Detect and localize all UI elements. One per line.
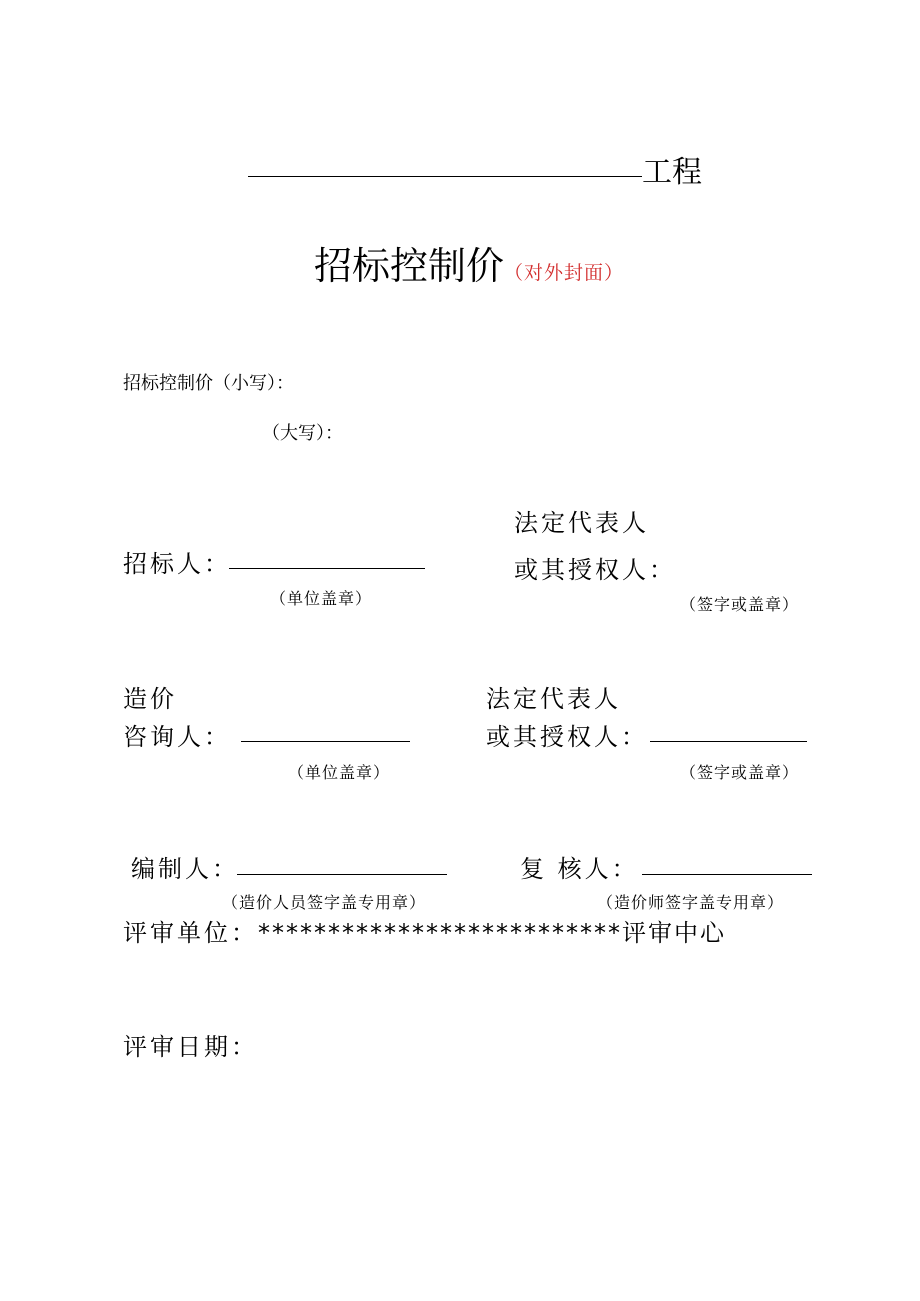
review-unit <box>123 913 726 948</box>
consultant-label-line1: 造价 <box>123 685 177 713</box>
consultant-seal-note: （单位盖章） <box>288 763 391 782</box>
project-suffix: 工程 <box>642 155 702 190</box>
document-title <box>314 235 624 290</box>
tenderer-signature-line <box>229 568 425 569</box>
compiler-note: （造价人员签字盖专用章） <box>222 893 427 912</box>
consultant-rep-signature-line <box>650 741 807 742</box>
tenderer-rep-note: （签字或盖章） <box>680 595 800 614</box>
compiler-signature-line <box>237 874 447 875</box>
compiler-label: 编制人： <box>131 855 239 883</box>
tenderer-label: 招标人： <box>123 550 231 578</box>
review-unit-label: 评审单位： <box>123 919 258 947</box>
cover-note: （对外封面） <box>504 262 625 284</box>
price-upper-label: （大写）： <box>262 423 343 444</box>
review-date-label: 评审日期： <box>123 1033 258 1061</box>
reviewer-label: 复 核人： <box>520 855 639 883</box>
tenderer-rep-line2: 或其授权人： <box>514 556 676 584</box>
reviewer-signature-line <box>642 874 812 875</box>
consultant-rep-line2: 或其授权人： <box>486 723 648 751</box>
tenderer-rep-line1: 法定代表人 <box>514 509 649 537</box>
price-lower-label: 招标控制价（小写）： <box>123 373 294 394</box>
review-unit-value: **************************评审中心 <box>258 919 726 947</box>
consultant-rep-note: （签字或盖章） <box>680 763 800 782</box>
tenderer-seal-note: （单位盖章） <box>270 589 373 608</box>
consultant-rep-line1: 法定代表人 <box>486 685 621 713</box>
project-name-line <box>248 176 642 177</box>
reviewer-note: （造价师签字盖专用章） <box>597 893 785 912</box>
title-text: 招标控制价 <box>314 244 505 288</box>
consultant-signature-line <box>241 741 410 742</box>
consultant-label-line2: 咨询人： <box>123 723 231 751</box>
